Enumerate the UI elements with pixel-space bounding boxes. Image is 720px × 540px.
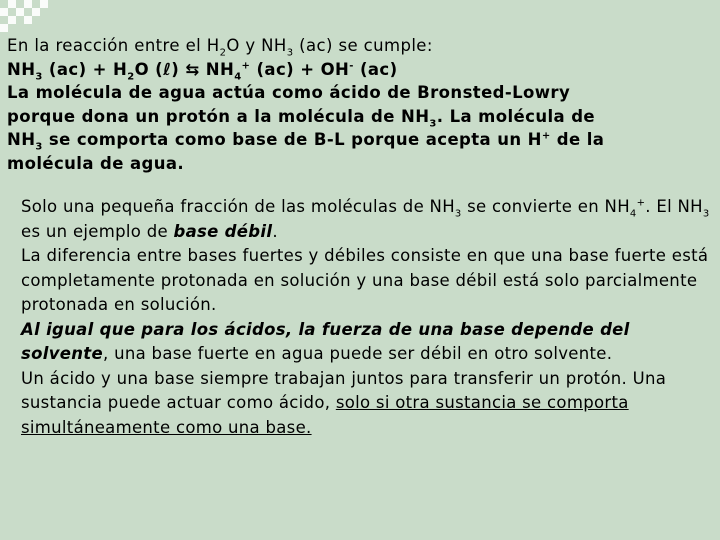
explanation-line-3: $NH_3$ se comporta como base de B-L porque acepta un H+ de la bbox=[7, 130, 605, 153]
intro-line: En la reacción entre el $H_2O$ y $NH_3$ (ac) se cumple: bbox=[7, 36, 433, 59]
weak-base-term: base débil bbox=[173, 221, 273, 241]
underlined-conclusion: solo si otra sustancia se comporta simultáneamente como una base. bbox=[21, 393, 629, 437]
reaction-block bbox=[7, 34, 713, 175]
acid-base-pair-paragraph: Un ácido y una base siempre trabajan juntos para transferir un protón. Una sustancia puede actuar como ácido, solo si otra sustancia se comporta simultáneamente como una base. bbox=[21, 368, 667, 437]
body-text bbox=[21, 195, 713, 440]
reaction-equation: $NH_3$ $(ac) + H_2O$ (ℓ) ⇆ $NH_4^+$ (ac) + OH- (ac) bbox=[7, 59, 398, 82]
explanation-line-4: molécula de agua. bbox=[7, 153, 185, 173]
explanation-line-2: porque dona un protón a la molécula de $NH_3$. La molécula de bbox=[7, 106, 596, 129]
solvent-emphasis: Al igual que para los ácidos, la fuerza de una base depende del solvente bbox=[21, 319, 630, 363]
weak-base-paragraph: Solo una pequeña fracción de las moléculas de $NH_3$ se convierte en $NH_4^+$. El $NH_3$ es un ejemplo de base débil. bbox=[21, 197, 710, 241]
strong-vs-weak-paragraph: La diferencia entre bases fuertes y débiles consiste en que una base fuerte está completamente protonada en solución y una base débil está solo parcialmente protonada en solución. bbox=[21, 246, 709, 314]
solvent-paragraph: Al igual que para los ácidos, la fuerza de una base depende del solvente, una base fuerte en agua puede ser débil en otro solvente. bbox=[21, 319, 630, 363]
explanation-line-1: La molécula de agua actúa como ácido de Bronsted-Lowry bbox=[7, 83, 571, 102]
